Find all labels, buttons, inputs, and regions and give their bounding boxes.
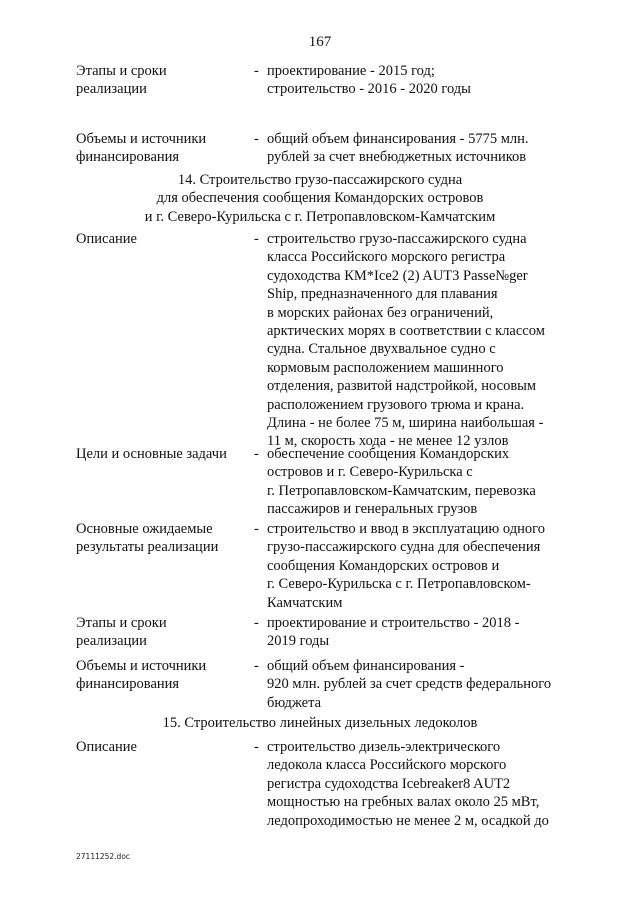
row-label-results: Основные ожидаемые результаты реализации (76, 521, 219, 556)
row-label-stages-14: Этапы и сроки реализации (76, 615, 167, 650)
row-label-description: Описание (76, 231, 137, 247)
row-dash: - (254, 739, 259, 755)
section-14-heading: 14. Строительство грузо-пассажирского судна для обеспечения сообщения Командорских островов и г. Северо-Курильска с г. Петропавловском-Камчатским (144, 172, 496, 225)
row-dash: - (254, 446, 259, 462)
row-value-financing-14: общий объем финансирования - 920 млн. рублей за счет средств федерального бюджета (267, 658, 552, 711)
row-dash: - (254, 615, 259, 631)
row-value-stages: проектирование - 2015 год; строительство - 2016 - 2020 годы (267, 63, 471, 98)
row-value-stages-14: проектирование и строительство - 2018 - 2019 годы (267, 615, 520, 650)
row-dash: - (254, 131, 259, 147)
row-dash: - (254, 521, 259, 537)
section-15-heading: 15. Строительство линейных дизельных ледоколов (162, 715, 478, 731)
row-dash: - (254, 658, 259, 674)
row-label-description-15: Описание (76, 739, 137, 755)
row-value-goals: обеспечение сообщения Командорских островов и г. Северо-Курильска с г. Петропавловском-Камчатским, перевозка пассажиров и генеральных грузов (267, 446, 536, 518)
row-label-financing-14: Объемы и источники финансирования (76, 658, 207, 693)
footer-filename: 27111252.doc (76, 852, 131, 861)
page-number: 167 (308, 34, 332, 50)
row-dash: - (254, 231, 259, 247)
row-label-goals: Цели и основные задачи (76, 446, 227, 462)
row-label-financing: Объемы и источники финансирования (76, 131, 207, 166)
row-value-results: строительство и ввод в эксплуатацию одного грузо-пассажирского судна для обеспечения сообщения Командорских островов и г. Северо-Курильска с г. Петропавловском- Камчатским (267, 521, 545, 611)
row-dash: - (254, 63, 259, 79)
row-label-stages: Этапы и сроки реализации (76, 63, 167, 98)
row-value-description-15: строительство дизель-электрического ледокола класса Российского морского регистра судоходства Icebreaker8 AUT2 мощностью на гребных валах около 25 мВт, ледопроходимостью не менее 2 м, осадкой до (267, 739, 549, 829)
row-value-financing: общий объем финансирования - 5775 млн. рублей за счет внебюджетных источников (267, 131, 529, 166)
row-value-description: строительство грузо-пассажирского судна класса Российского морского регистра судоходства КМ*Ice2 (2) AUT3 Passe№ger Ship, предназначенного для плавания в морских районах без ограничений, арктических морях в соответствии с классом судна. Стальное двухвальное судно с кормовым расположением машинного отделения, развитой надстройкой, носовым расположением грузового трюма и крана. Длина - не более 75 м, ширина наибольшая - 11 м, скорость хода - не менее 12 узлов (267, 231, 545, 450)
